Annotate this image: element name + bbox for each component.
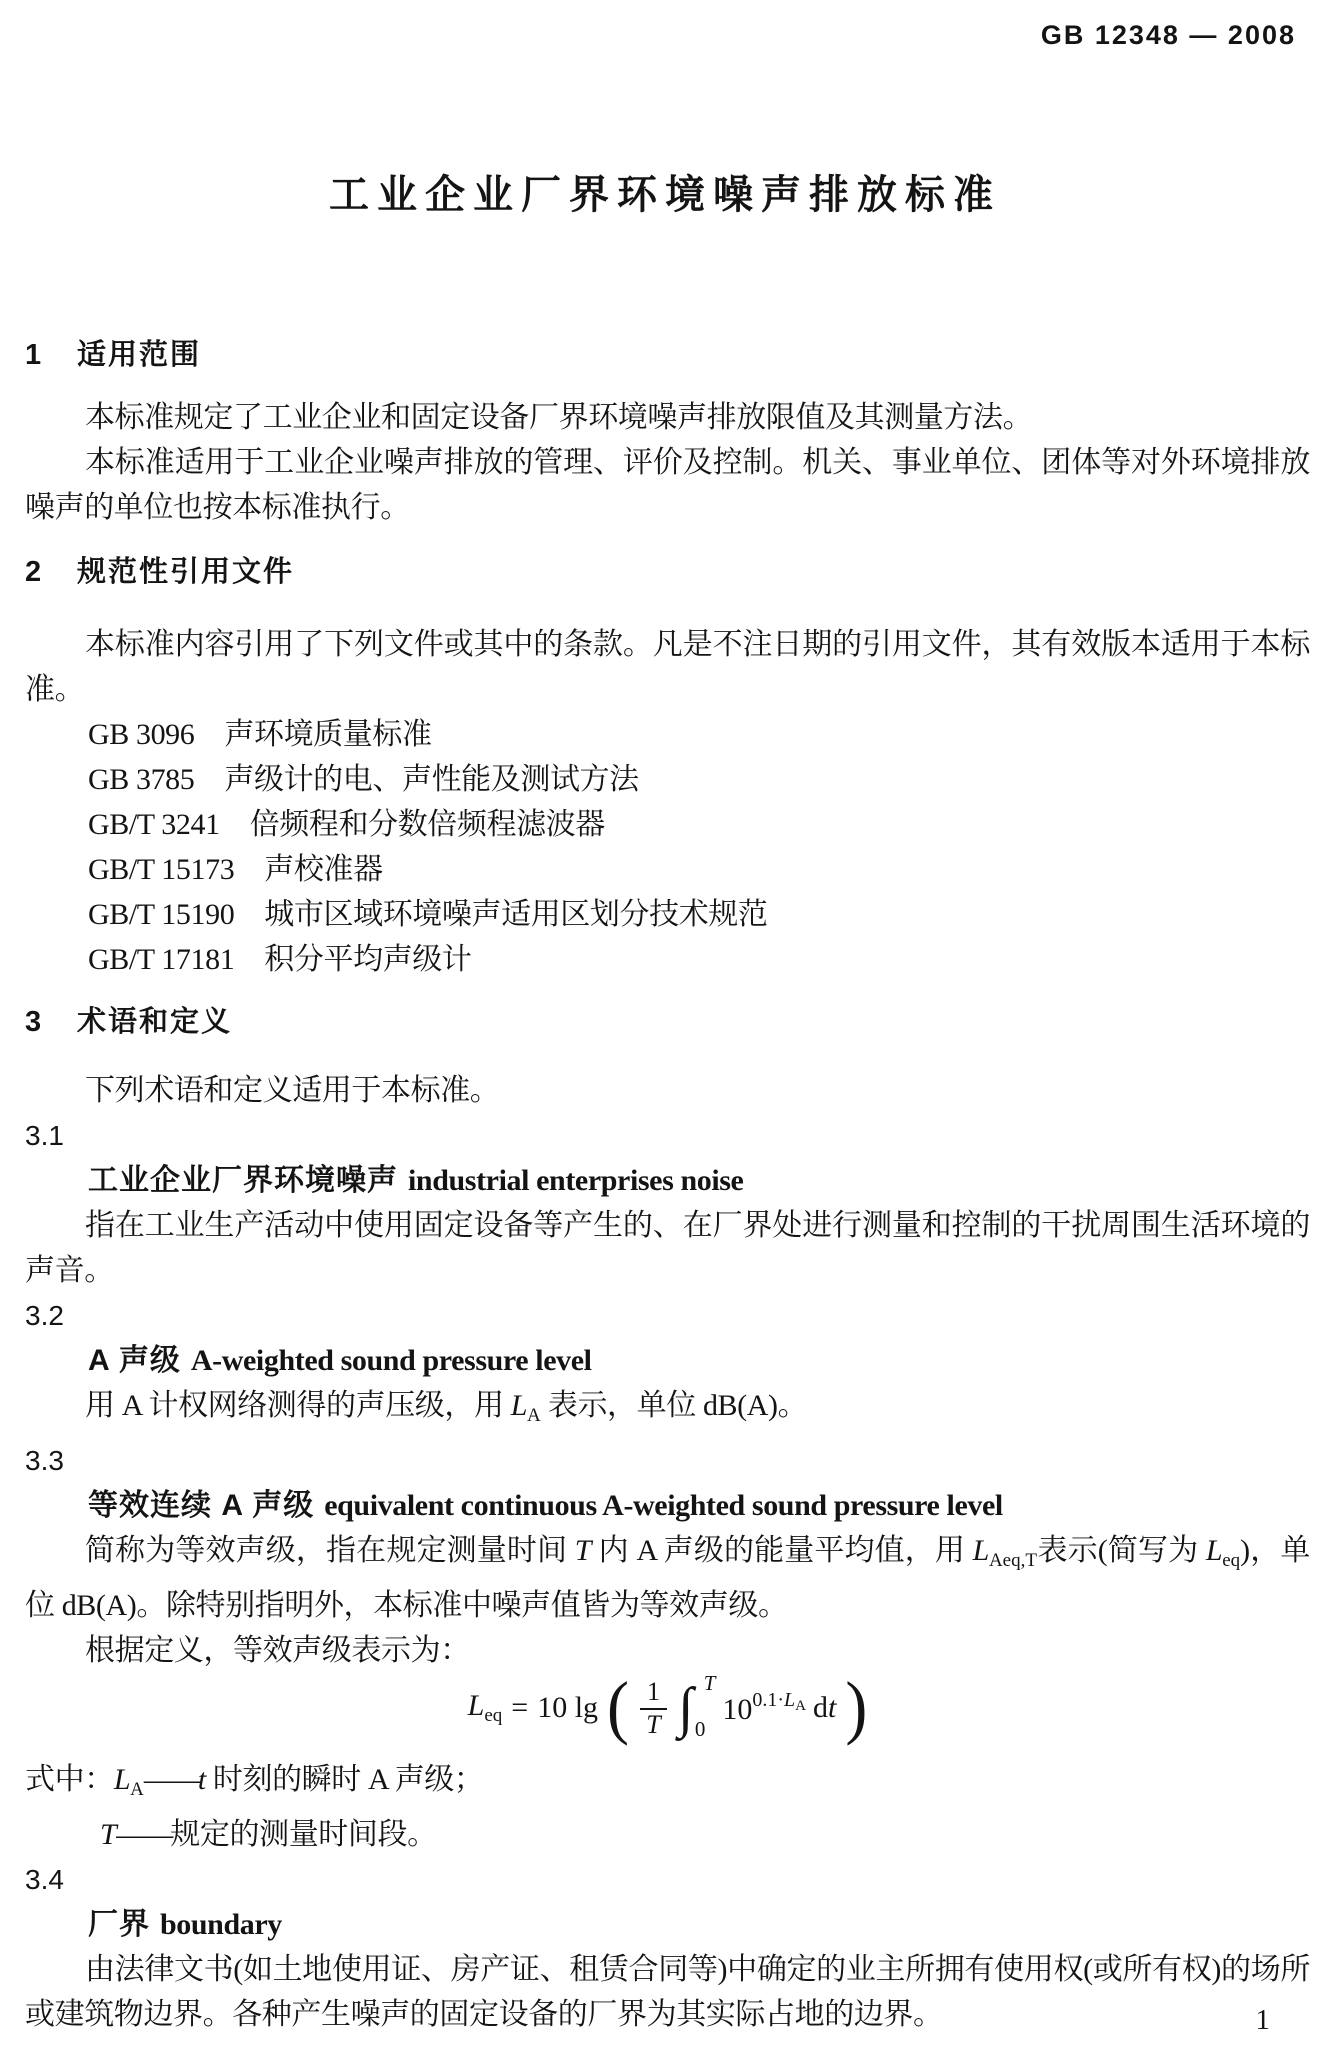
def-text: 表示(简写为 [1036, 1534, 1206, 1567]
subsection-number-3-1: 3.1 [25, 1120, 64, 1151]
section-number: 3 [25, 1006, 42, 1038]
paragraph: 下列术语和定义适用于本标准。 [85, 1074, 500, 1107]
reference-row [25, 892, 1310, 937]
term-zh: 工业企业厂界环境噪声 [88, 1164, 398, 1197]
left-paren: ( [607, 1668, 630, 1748]
symbol-L-sub: A [527, 1405, 541, 1426]
def-text: 简称为等效声级，指在规定测量时间 [85, 1534, 575, 1567]
reference-row [25, 847, 1310, 892]
symbol-L: L [467, 1689, 485, 1722]
fraction-denominator: T [646, 1709, 661, 1739]
where-clause-T [25, 1812, 1310, 1857]
symbol-t: t [828, 1691, 837, 1724]
where-label: 式中： [25, 1763, 114, 1796]
doc-code: GB 12348 — 2008 [1040, 20, 1296, 50]
integral [678, 1670, 716, 1741]
section-number: 2 [25, 556, 42, 588]
paragraph: 本标准内容引用了下列文件或其中的条款。凡是不注日期的引用文件，其有效版本适用于本标准。 [25, 628, 1310, 706]
term-zh: 等效连续 A 声级 [88, 1489, 315, 1522]
equals-sign: = [511, 1691, 529, 1724]
symbol-t: t [197, 1763, 206, 1796]
ref-title: 倍频程和分数倍频程滤波器 [249, 808, 605, 841]
integral-lower-limit: 0 [694, 1716, 706, 1741]
ref-code: GB 3096 [88, 718, 195, 751]
leq-formula [25, 1668, 1310, 1748]
ref-title: 城市区域环境噪声适用区划分技术规范 [264, 898, 768, 931]
symbol-T: T [100, 1818, 117, 1851]
paragraph: 本标准适用于工业企业噪声排放的管理、评价及控制。机关、事业单位、团体等对外环境排放噪声的单位也按本标准执行。 [25, 446, 1310, 524]
power-exponent [752, 1689, 807, 1714]
definition: 指在工业生产活动中使用固定设备等产生的、在厂界处进行测量和控制的干扰周围生活环境的声音。 [25, 1209, 1310, 1287]
reference-row [25, 712, 1310, 757]
term-en: industrial enterprises noise [408, 1164, 744, 1197]
definition: 由法律文书(如土地使用证、房产证、租赁合同等)中确定的业主所拥有使用权(或所有权)的场所或建筑物边界。各种产生噪声的固定设备的厂界为其实际占地的边界。 [25, 1953, 1310, 2031]
dash: —— [116, 1818, 171, 1851]
power-base: 10 [722, 1693, 753, 1726]
ref-title: 声级计的电、声性能及测试方法 [224, 763, 639, 796]
section-3-heading [25, 1004, 1310, 1040]
subsection-number-3-2: 3.2 [25, 1300, 64, 1331]
term-line [25, 1338, 1310, 1383]
where-text: 规定的测量时间段。 [170, 1818, 437, 1851]
term-en: A-weighted sound pressure level [190, 1344, 592, 1377]
symbol-L-sub: Aeq,T [988, 1550, 1037, 1571]
subsection-number-3-4: 3.4 [25, 1864, 64, 1895]
fraction-1-over-T [640, 1677, 667, 1740]
ref-title: 声校准器 [264, 853, 383, 886]
coefficient: 10 lg [537, 1691, 599, 1724]
section-label: 术语和定义 [77, 1006, 233, 1038]
term-en: equivalent continuous A-weighted sound pressure level [324, 1489, 1003, 1522]
term-line [25, 1902, 1310, 1947]
subsection-number-3-3: 3.3 [25, 1445, 64, 1476]
page-number: 1 [1255, 2004, 1270, 2036]
symbol-L: L [1205, 1534, 1223, 1567]
paragraph: 本标准规定了工业企业和固定设备厂界环境噪声排放限值及其测量方法。 [85, 401, 1033, 434]
def-text: 内 A 声级的能量平均值，用 [591, 1534, 973, 1567]
differential [813, 1691, 836, 1725]
exp-text: 0.1· [752, 1689, 785, 1711]
right-paren: ) [845, 1668, 868, 1748]
reference-row [25, 937, 1310, 982]
symbol-L: L [972, 1534, 989, 1567]
term-zh: 厂界 [88, 1908, 150, 1941]
formula-lhs [468, 1689, 503, 1727]
d-text: d [813, 1691, 829, 1724]
symbol-L-sub: A [795, 1698, 807, 1714]
page-title: 工业企业厂界环境噪声排放标准 [329, 173, 1001, 217]
fraction-numerator: 1 [640, 1677, 667, 1710]
term-en: boundary [160, 1908, 282, 1941]
reference-row [25, 757, 1310, 802]
section-label: 适用范围 [77, 339, 202, 371]
term-line [25, 1158, 1310, 1203]
section-label: 规范性引用文件 [77, 556, 295, 588]
section-number: 1 [25, 339, 42, 371]
symbol-L-sub: eq [484, 1705, 503, 1726]
definition [25, 1528, 1310, 1628]
section-2-heading [25, 554, 1310, 590]
ref-title: 积分平均声级计 [264, 943, 472, 976]
where-clause [25, 1757, 1310, 1812]
section-1-heading [25, 337, 1310, 373]
ref-code: GB/T 15173 [88, 853, 235, 886]
ref-code: GB 3785 [88, 763, 195, 796]
def-text: )，单位 dB(A)。除特别指明外，本标准中噪声值皆为等效声级。 [25, 1534, 1310, 1622]
symbol-L: L [510, 1389, 528, 1422]
symbol-T: T [574, 1534, 592, 1567]
term-line [25, 1483, 1310, 1528]
def-text: 用 A 计权网络测得的声压级，用 [85, 1389, 511, 1422]
power-term [722, 1689, 806, 1727]
def-text: 表示，单位 dB(A)。 [540, 1389, 808, 1422]
ref-code: GB/T 17181 [88, 943, 235, 976]
integral-upper-limit: T [703, 1670, 716, 1695]
symbol-L-sub: eq [1222, 1550, 1241, 1571]
definition [25, 1383, 1310, 1438]
ref-code: GB/T 3241 [88, 808, 220, 841]
symbol-L-sub: A [130, 1779, 144, 1800]
term-zh: A 声级 [88, 1344, 181, 1377]
document-body [25, 0, 1310, 2037]
symbol-L: L [113, 1763, 131, 1796]
formula-lead: 根据定义，等效声级表示为： [85, 1634, 470, 1667]
integral-sign: ∫ [678, 1676, 694, 1739]
dash: —— [143, 1763, 198, 1796]
ref-title: 声环境质量标准 [224, 718, 432, 751]
symbol-L: L [784, 1689, 796, 1711]
ref-code: GB/T 15190 [88, 898, 235, 931]
where-text: 时刻的瞬时 A 声级； [205, 1763, 484, 1796]
reference-row [25, 802, 1310, 847]
